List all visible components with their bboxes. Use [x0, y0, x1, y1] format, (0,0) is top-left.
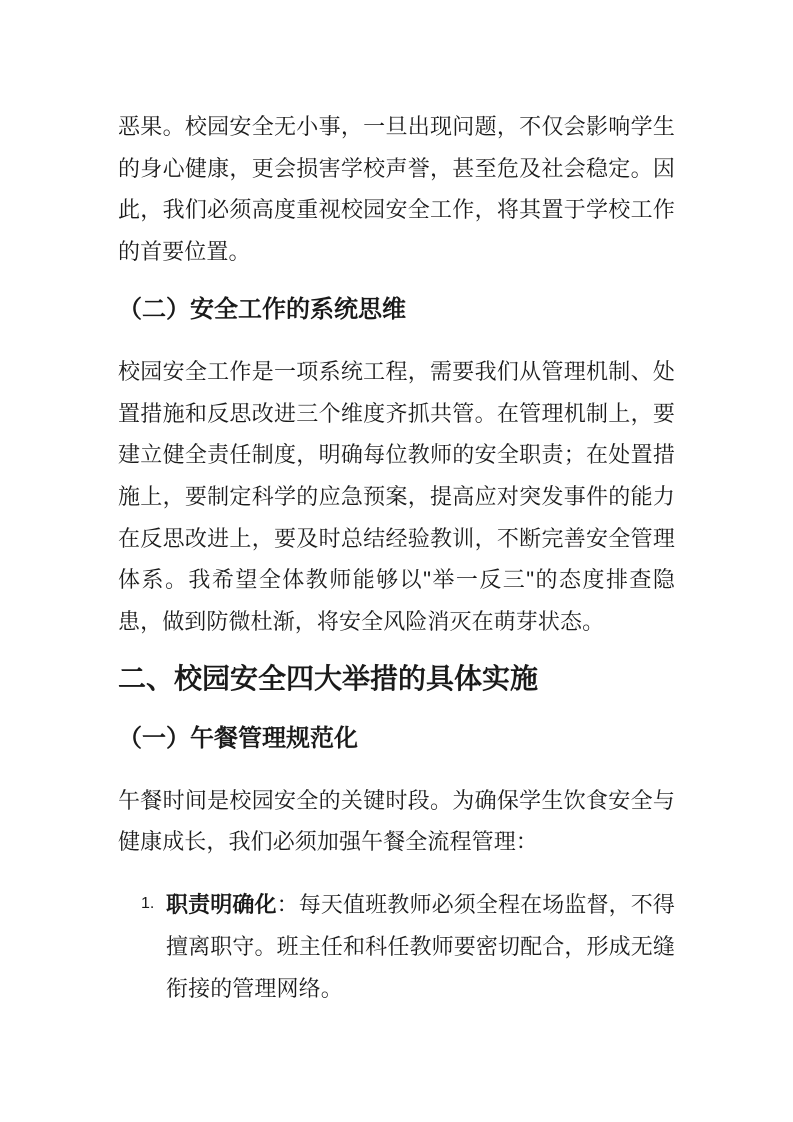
paragraph-safety-system: 校园安全工作是一项系统工程，需要我们从管理机制、处置措施和反思改进三个维度齐抓共管。在管理机制上，要建立健全责任制度，明确每位教师的安全职责；在处置措施上，要制定科学的应急预案，提高应对突发事件的能力在反思改进上，要及时总结经验教训，不断完善安全管理体系。我希望全体教师能够以"举一反三"的态度排查隐患，做到防微杜渐，将安全风险消灭在萌芽状态。: [118, 358, 675, 635]
list-number: 1.: [141, 895, 155, 913]
ordered-list: [118, 884, 675, 1009]
paragraph-lunch-intro: 午餐时间是校园安全的关键时段。为确保学生饮食安全与健康成长，我们必须加强午餐全流程管理：: [118, 787, 675, 855]
section-heading-safety-system-thinking: （二）安全工作的系统思维: [118, 295, 406, 323]
section-heading-lunch-management: （一）午餐管理规范化: [118, 724, 358, 752]
list-item-term: 职责明确化: [166, 892, 277, 918]
chapter-heading-four-measures: 二、校园安全四大举措的具体实施: [118, 662, 539, 694]
list-item-duty-clarification: [141, 884, 675, 1009]
list-item-text: ：每天值班教师必须全程在场监督，不得擅离职守。班主任和科任教师要密切配合，形成无缝衔接的管理网络。: [166, 892, 675, 1001]
paragraph-intro-consequences: 恶果。校园安全无小事，一旦出现问题，不仅会影响学生的身心健康，更会损害学校声誉，甚至危及社会稳定。因此，我们必须高度重视校园安全工作，将其置于学校工作的首要位置。: [118, 114, 675, 265]
